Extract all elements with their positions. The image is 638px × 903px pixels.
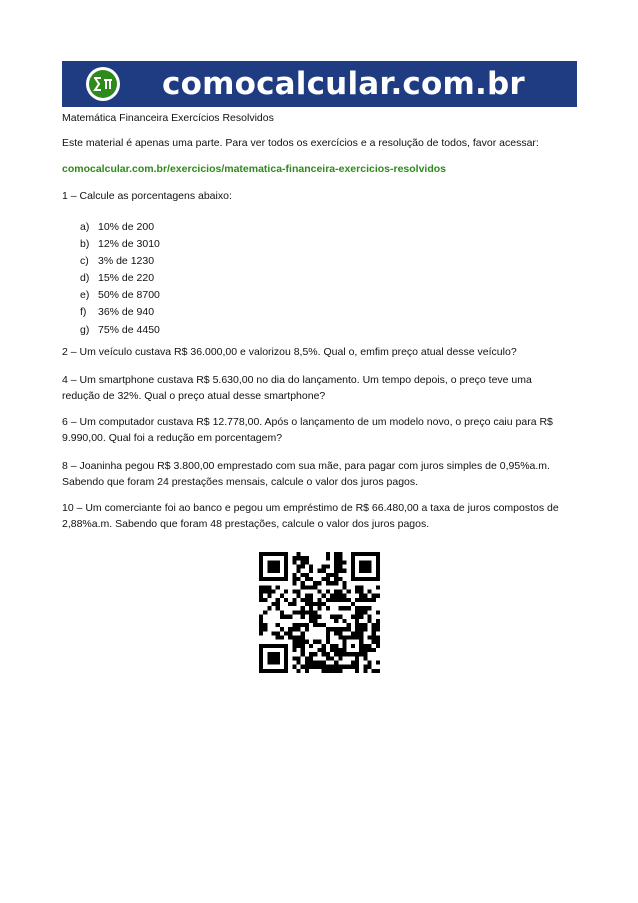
qr-code-icon [259,551,380,674]
qr-code[interactable] [259,551,380,674]
question-8-line-1: 8 – Joaninha pegou R$ 3.800,00 emprestado com sua mãe, para pagar com juros simples de 0,95%a.m. [62,460,550,472]
list-marker: e) [80,289,90,302]
question-1: 1 – Calcule as porcentagens abaixo: [62,190,232,202]
question-6-line-1: 6 – Um computador custava R$ 12.778,00. Após o lançamento de um modelo novo, o preço caiu para R$ [62,416,553,428]
sigma-pi-logo-icon [84,65,122,103]
question-10-line-2: 2,88%a.m. Sabendo que foram 48 prestações, calcule o valor dos juros pagos. [62,518,430,530]
list-marker: g) [80,323,90,336]
list-item [80,287,160,304]
list-item-text: 50% de 8700 [98,289,160,302]
site-name: comocalcular.com.br [162,66,525,102]
intro-text: Este material é apenas uma parte. Para ver todos os exercícios e a resolução de todos, favor acessar: [62,137,539,149]
list-marker: f) [80,306,87,319]
question-8-line-2: Sabendo que foram 24 prestações mensais, calcule o valor dos juros pagos. [62,476,419,488]
list-item-text: 3% de 1230 [98,255,155,268]
document-title: Matemática Financeira Exercícios Resolvidos [62,112,274,124]
list-item [80,253,160,270]
list-marker: a) [80,221,90,233]
question-4-line-1: 4 – Um smartphone custava R$ 5.630,00 no dia do lançamento. Um tempo depois, o preço teve uma [62,374,532,386]
list-item [80,236,160,253]
question-2: 2 – Um veículo custava R$ 36.000,00 e valorizou 8,5%. Qual o, emfim preço atual desse veículo? [62,346,517,358]
list-marker: d) [80,272,90,285]
list-item [80,219,160,236]
list-item-text: 10% de 200 [98,221,155,233]
list-item-text: 15% de 220 [98,272,155,285]
question-10-line-1: 10 – Um comerciante foi ao banco e pegou um empréstimo de R$ 66.480,00 a taxa de juros compostos de [62,502,559,514]
question-4-line-2: redução de 32%. Qual o preço atual desse smartphone? [62,390,326,402]
list-marker: b) [80,238,90,251]
exercises-link[interactable]: comocalcular.com.br/exercicios/matematica-financeira-exercicios-resolvidos [62,163,447,175]
list-item-text: 36% de 940 [98,306,155,319]
site-banner[interactable] [62,61,577,107]
question-6-line-2: 9.990,00. Qual foi a redução em porcentagem? [62,432,283,444]
list-item [80,304,160,321]
list-item [80,270,160,287]
list-item [80,322,160,339]
list-item-text: 75% de 4450 [98,323,160,336]
list-item-text: 12% de 3010 [98,238,160,251]
list-marker: c) [80,255,89,268]
percentage-list [80,219,160,339]
